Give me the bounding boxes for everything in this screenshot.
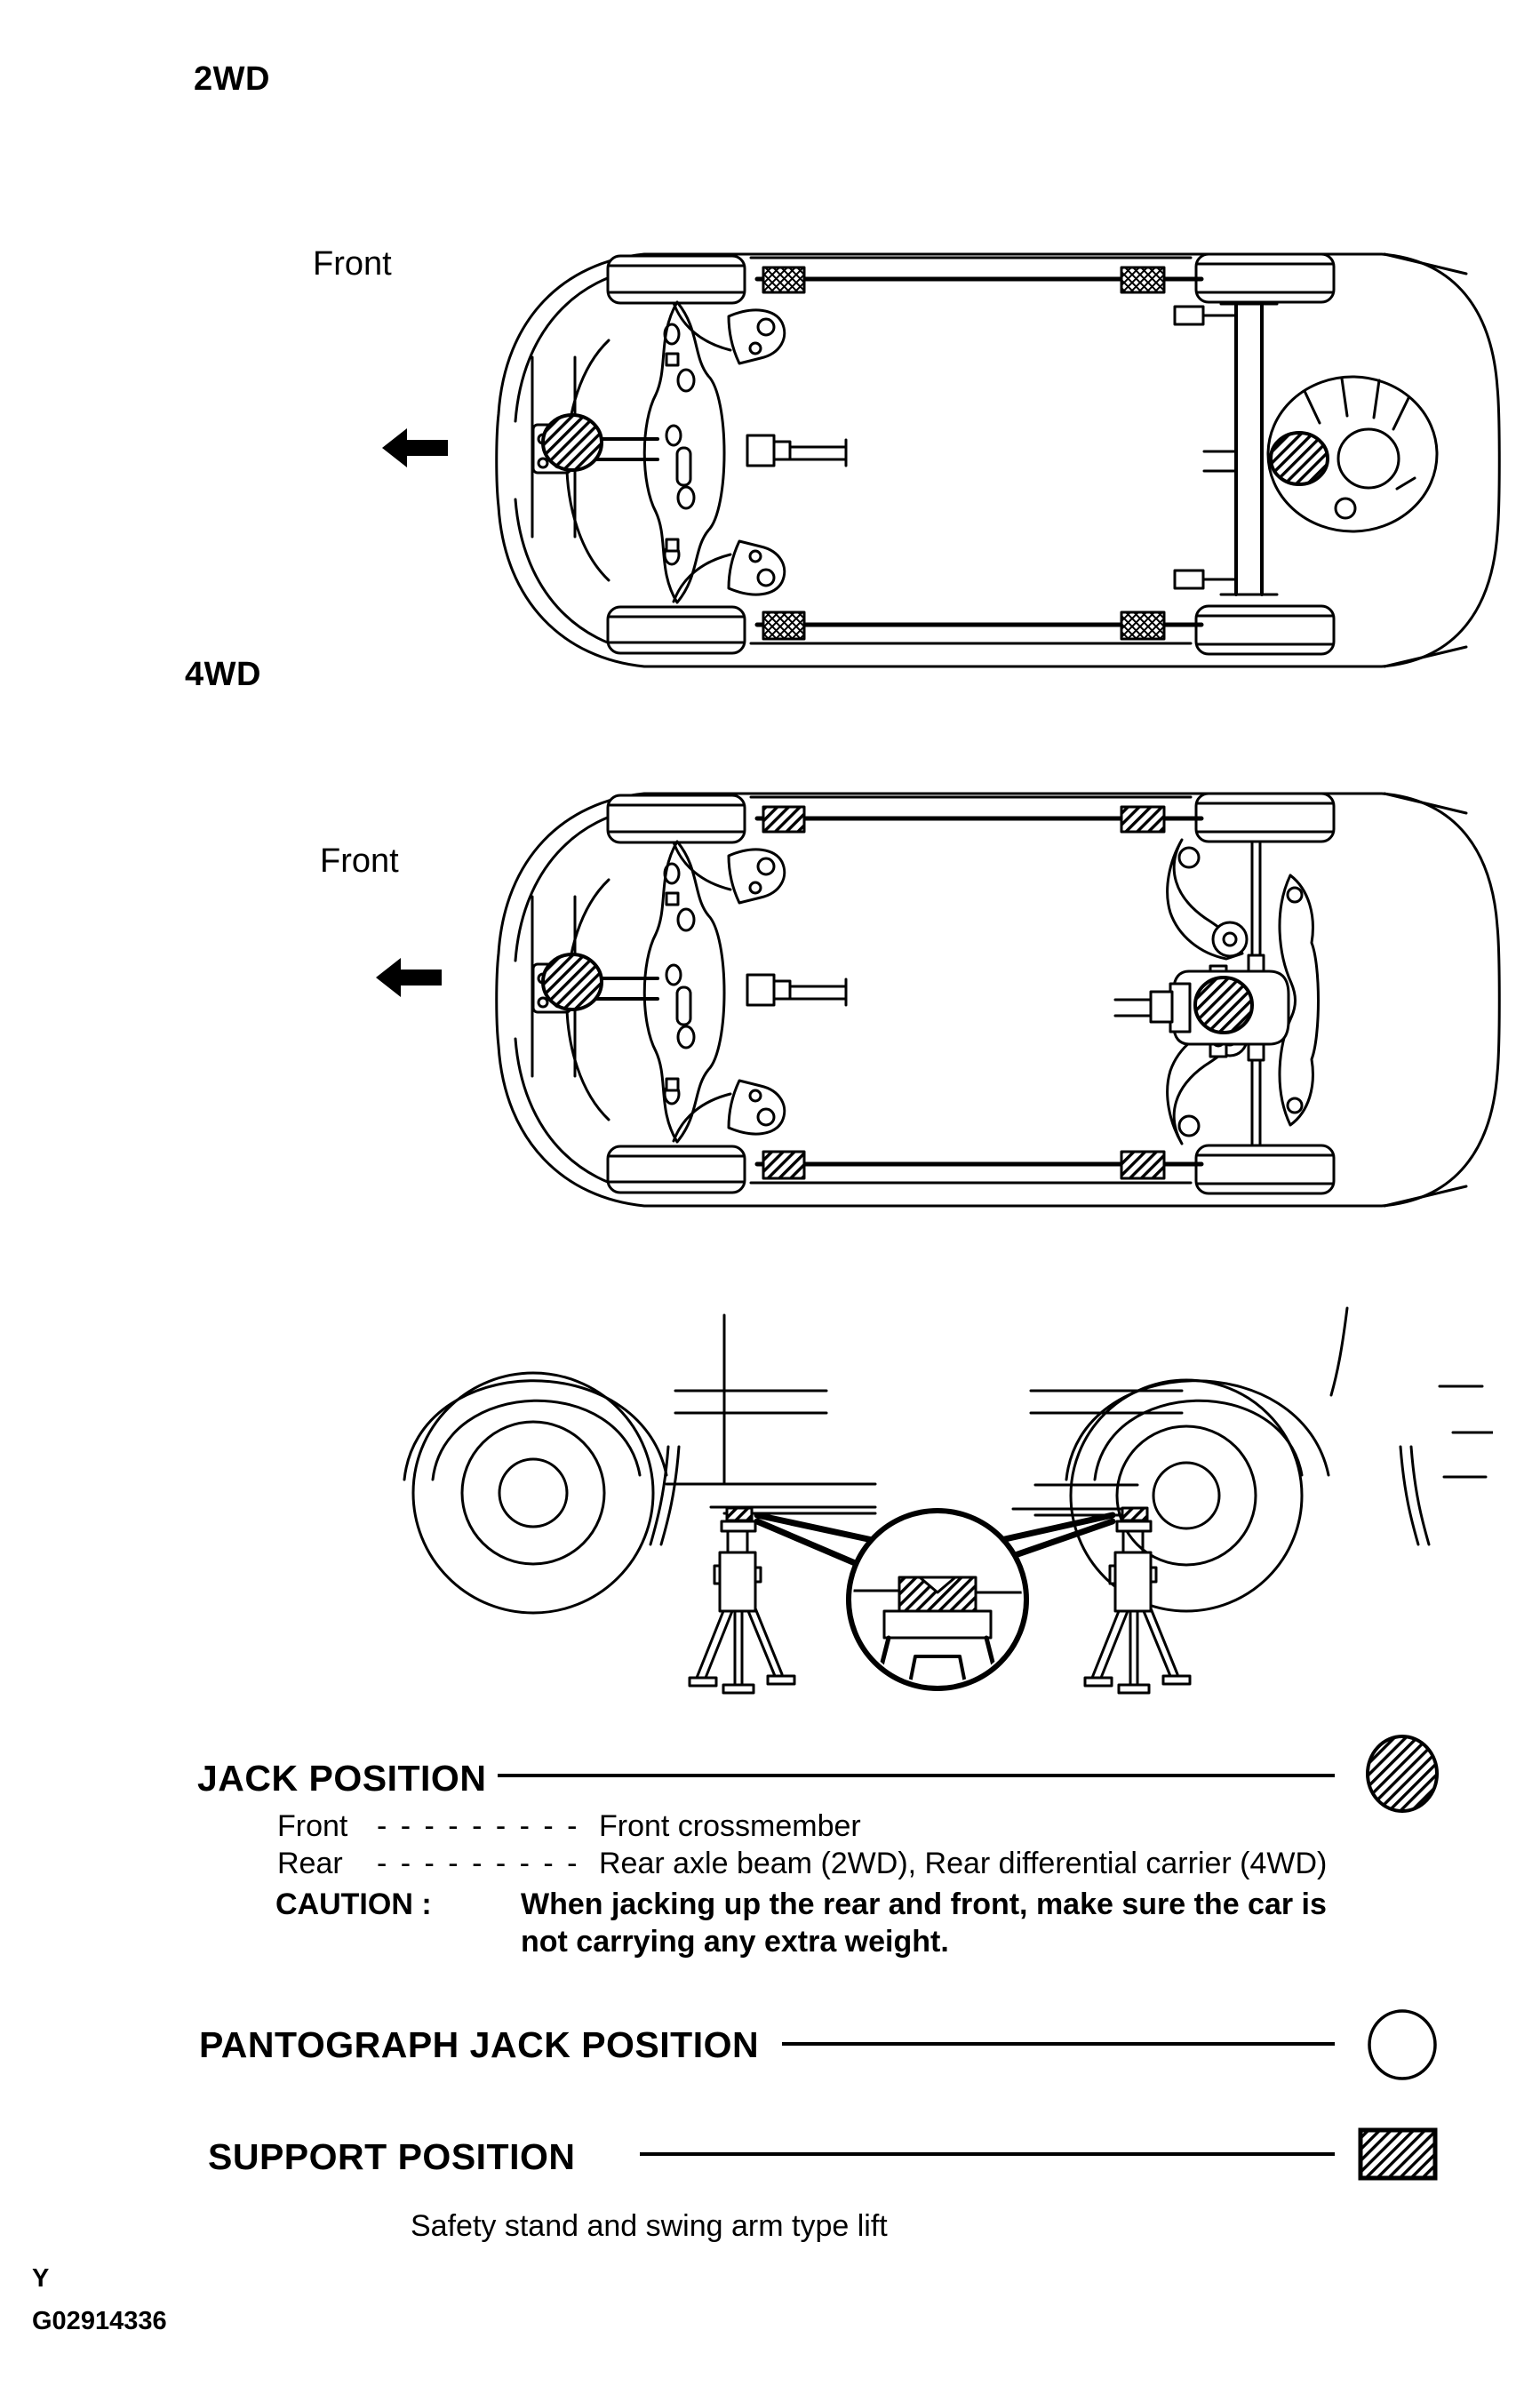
jack-position-leader-line (498, 1774, 1335, 1777)
support-position-title: SUPPORT POSITION (208, 2136, 576, 2177)
support-note: Safety stand and swing arm type lift (411, 2209, 888, 2243)
caution-label: CAUTION : (275, 1887, 432, 1921)
right-wheel (1071, 1380, 1302, 1611)
rear-axle-beam (1236, 304, 1262, 595)
support-position-symbol (1358, 2127, 1438, 2181)
support-position-marker (1121, 807, 1164, 832)
caution-line-1: When jacking up the rear and front, make sure the car is (521, 1887, 1327, 1921)
jack-rear-dashes: - - - - - - - - - (377, 1847, 580, 1880)
front-label-2wd: Front (313, 245, 392, 283)
front-arrow-icon (376, 956, 442, 999)
jack-front-label: Front (277, 1809, 348, 1843)
support-position-marker (1122, 1508, 1147, 1520)
support-position-marker (727, 1508, 752, 1520)
page-mark: Y (32, 2264, 50, 2293)
figure-id: G02914336 (32, 2307, 167, 2335)
jack-position-marker-rear (1195, 978, 1252, 1033)
jack-rear-label: Rear (277, 1847, 343, 1880)
2wd-undercarriage-diagram (444, 203, 1511, 687)
pantograph-leader-line (782, 2042, 1335, 2046)
front-crossmember (644, 302, 724, 602)
support-position-marker (763, 267, 804, 292)
jack-front-dashes: - - - - - - - - - (377, 1809, 580, 1843)
front-label-4wd: Front (320, 842, 399, 880)
safety-stand (690, 1508, 794, 1693)
support-position-marker (1121, 612, 1164, 639)
caution-line-2: not carrying any extra weight. (521, 1925, 949, 1959)
pantograph-jack-symbol (1366, 2007, 1439, 2082)
support-position-marker (763, 612, 804, 639)
support-leader-line (640, 2152, 1335, 2156)
safety-stand (1085, 1508, 1190, 1693)
front-arrow-icon (382, 427, 448, 469)
pantograph-jack-title: PANTOGRAPH JACK POSITION (199, 2024, 760, 2065)
support-position-marker (763, 807, 804, 832)
safety-stand-side-view-diagram (391, 1297, 1493, 1697)
jack-position-symbol (1363, 1733, 1441, 1815)
jack-position-marker-front (543, 954, 602, 1009)
support-position-marker (1121, 1152, 1164, 1178)
section-label-4wd: 4WD (185, 656, 261, 693)
jack-position-title: JACK POSITION (197, 1758, 487, 1799)
jack-position-marker-front (543, 415, 602, 470)
4wd-undercarriage-diagram (444, 742, 1511, 1226)
support-position-marker (763, 1152, 804, 1178)
section-label-2wd: 2WD (194, 60, 270, 98)
front-crossmember (644, 842, 724, 1142)
jack-position-marker-rear (1271, 433, 1328, 484)
support-position-marker (1121, 267, 1164, 292)
left-wheel (413, 1373, 653, 1613)
jack-front-value: Front crossmember (599, 1809, 861, 1843)
jack-rear-value: Rear axle beam (2WD), Rear differential carrier (4WD) (599, 1847, 1328, 1880)
